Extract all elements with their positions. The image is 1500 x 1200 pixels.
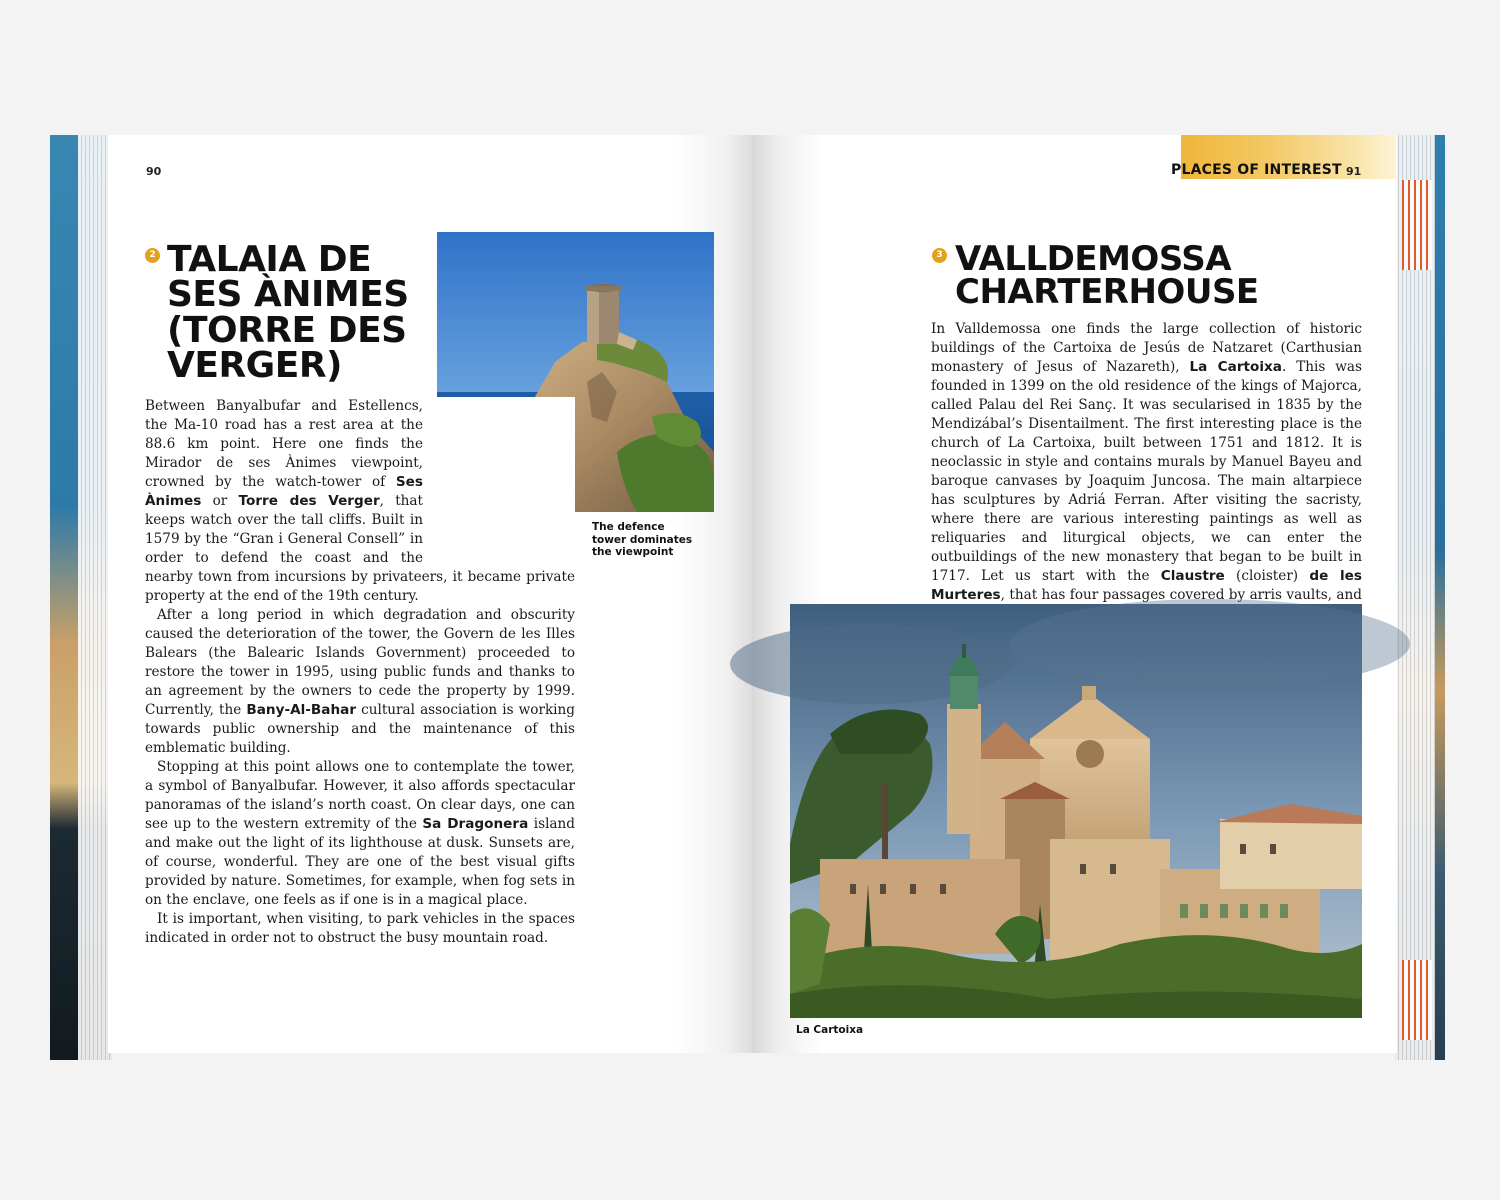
text-run: After a long period in which degradation and obscurity caused the deterioration of the tower, the Govern de les Illes Balears (the Balearic Islands Government) proceeded to restore the tower in 1995, using public funds and thanks to an agreement by the owners to cede the property by 1999. Currently, the	[145, 607, 575, 718]
tower-photo-caption: The defence tower dominates the viewpoint	[592, 521, 693, 558]
text-run: , that keeps watch over the tall cliffs. Built in 1579 by the “Gran i General Consell” in order to defend the coast and the nearby town from incursions by privateers, it became private property at the end of the 19th century.	[145, 493, 575, 604]
left-page-number: 90	[146, 165, 162, 178]
text-run: Between Banyalbufar and Estellencs, the Ma-10 road has a rest area at the 88.6 km point. Here one finds the Mirador de ses Ànimes viewpoint, crowned by the watch-tower of	[145, 398, 423, 490]
right-body-text	[931, 320, 1363, 603]
page-tabs-bottom	[1402, 960, 1432, 1040]
text-run: In Valldemossa one finds the large collection of historic buildings of the Cartoixa de Jesús de Natzaret (Carthusian monastery of Jesus of Nazareth),	[931, 321, 1362, 375]
left-body-text	[145, 397, 575, 948]
page-stack-left	[78, 135, 112, 1060]
text-run: (cloister)	[1224, 568, 1310, 584]
title-line: SES ÀNIMES	[167, 274, 409, 316]
title-line: VERGER)	[167, 344, 342, 386]
text-run: island and make out the light of its lighthouse at dusk. Sunsets are, of course, wonderful. They are one of the best visual gifts provided by nature. Sometimes, for example, when fog sets in on the enclave, one feels as if one is in a magical place.	[145, 816, 575, 908]
right-page-number: 91	[1346, 165, 1362, 178]
text-run: cultural association is working towards public ownership and the maintenance of this emblematic building.	[145, 702, 575, 756]
bold-term: Ses Ànimes	[145, 474, 423, 509]
charterhouse-photo	[790, 604, 1362, 1018]
bold-term: La Cartoixa	[1189, 359, 1282, 375]
section-label: PLACES OF INTEREST	[1171, 162, 1342, 178]
section-number-badge: 3	[932, 248, 947, 263]
bold-term: Bany-Al-Bahar	[246, 702, 357, 718]
photo-float-spacer	[423, 397, 575, 562]
title-line: TALAIA DE	[167, 239, 372, 280]
title-line: VALLDEMOSSA	[955, 239, 1232, 279]
right-article-title	[955, 239, 1259, 313]
charterhouse-photo-caption: La Cartoixa	[796, 1024, 864, 1036]
bold-term: de les Murteres	[931, 568, 1362, 603]
text-run: . This was founded in 1399 on the old residence of the kings of Majorca, called Palau del Rei Sanç. It was secularised in 1835 by the Mendizábal’s Disentailment. The first interesting place is the church of La Cartoixa, built between 1751 and 1812. It is neoclassic in style and contains murals by Manuel Bayeu and baroque canvases by Joaquim Juncosa. The main altarpiece has sculptures by Adriá Ferran. After visiting the sacristy, where there are various interesting paintings as well as reliquaries and liturgical objects, we can enter the outbuildings of the new monastery that began to be built in 1717. Let us start with the	[931, 359, 1363, 584]
bold-term: Torre des Verger	[238, 493, 380, 509]
section-number-badge: 2	[145, 248, 160, 263]
title-line: (TORRE DES	[167, 309, 407, 351]
bold-term: Claustre	[1160, 568, 1225, 584]
page-stack-right	[1395, 135, 1435, 1060]
left-paragraph-2	[145, 606, 575, 758]
left-paragraph-3	[145, 758, 575, 910]
title-line: CHARTERHOUSE	[955, 272, 1259, 313]
right-paragraph-1	[931, 320, 1362, 624]
text-run: or	[201, 493, 239, 509]
bold-term: Sa Dragonera	[422, 816, 529, 832]
text-run: , that has four passages covered by arris vaults, and	[1000, 587, 1362, 603]
page-tabs-top	[1402, 180, 1432, 270]
left-paragraph-4: It is important, when visiting, to park vehicles in the spaces indicated in order not to obstruct the busy mountain road.	[145, 911, 575, 946]
text-run: Stopping at this point allows one to contemplate the tower, a symbol of Banyalbufar. However, it also affords spectacular panoramas of the island’s north coast. On clear days, one can see up to the western extremity of the	[145, 759, 575, 832]
left-article-title	[167, 239, 409, 386]
